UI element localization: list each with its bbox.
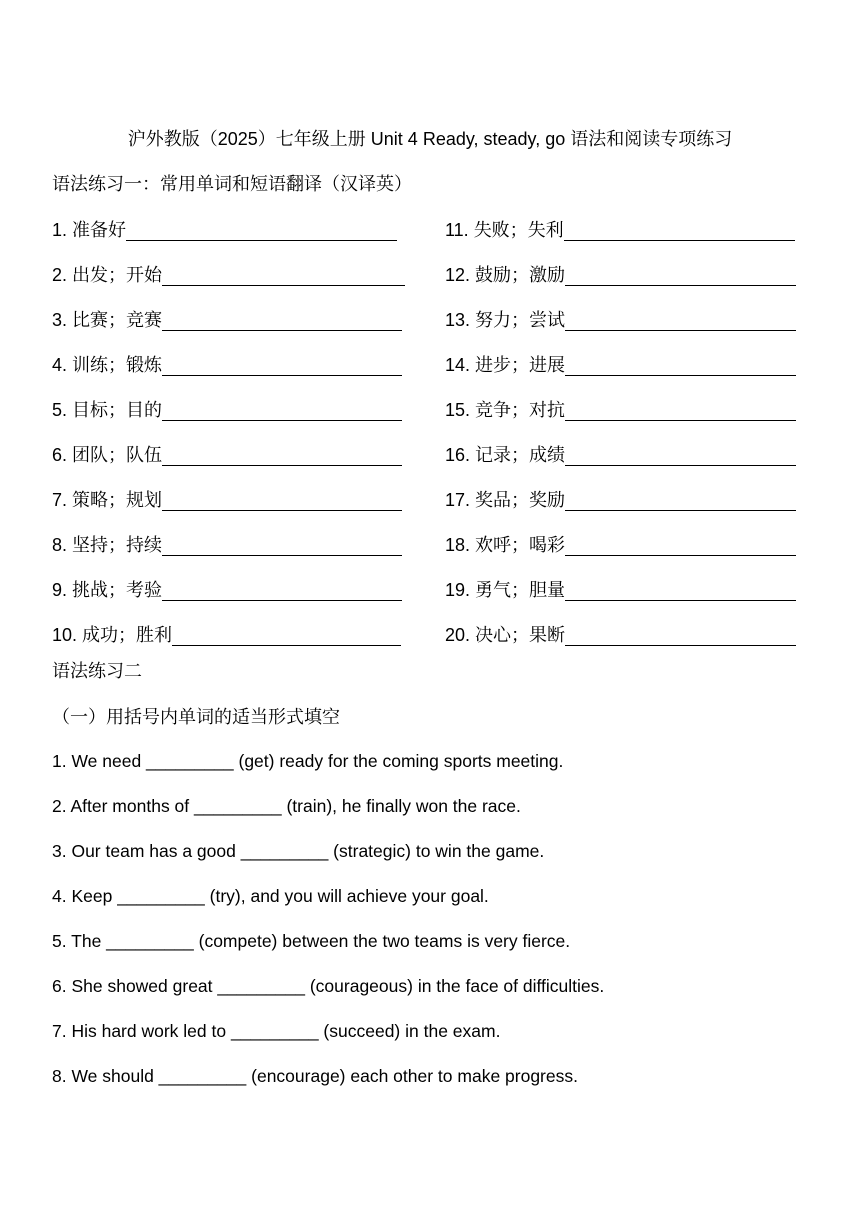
answer-blank[interactable] <box>162 531 402 556</box>
answer-blank[interactable] <box>126 216 397 241</box>
vocab-prompt: 12. 鼓励；激励 <box>445 265 566 285</box>
vocab-item <box>52 619 401 651</box>
vocab-item <box>445 214 795 246</box>
sentence-item: 3. Our team has a good _________ (strategic) to win the game. <box>52 841 545 861</box>
vocab-item <box>445 574 796 606</box>
vocab-prompt: 13. 努力；尝试 <box>445 310 566 330</box>
vocab-prompt: 10. 成功；胜利 <box>52 625 173 645</box>
answer-blank[interactable] <box>162 396 402 421</box>
vocab-prompt: 8. 坚持；持续 <box>52 535 163 555</box>
answer-blank[interactable] <box>565 351 796 376</box>
section-2-subheading: （一）用括号内单词的适当形式填空 <box>52 707 340 727</box>
vocab-item <box>52 484 402 516</box>
vocab-prompt: 1. 准备好 <box>52 220 127 240</box>
vocab-item <box>445 394 796 426</box>
vocab-item <box>52 304 402 336</box>
answer-blank[interactable] <box>162 351 402 376</box>
answer-blank[interactable] <box>162 576 402 601</box>
answer-blank[interactable] <box>172 621 401 646</box>
answer-blank[interactable] <box>162 261 405 286</box>
vocab-item <box>52 259 405 291</box>
section-2-heading: 语法练习二 <box>52 661 142 681</box>
vocab-prompt: 2. 出发；开始 <box>52 265 163 285</box>
answer-blank[interactable] <box>565 261 796 286</box>
vocab-item <box>52 529 402 561</box>
vocab-prompt: 16. 记录；成绩 <box>445 445 566 465</box>
answer-blank[interactable] <box>565 531 796 556</box>
vocab-prompt: 17. 奖品；奖励 <box>445 490 566 510</box>
answer-blank[interactable] <box>565 396 796 421</box>
vocab-prompt: 6. 团队；队伍 <box>52 445 163 465</box>
document-title: 沪外教版（2025）七年级上册 Unit 4 Ready, steady, go 语法和阅读专项练习 <box>127 129 733 149</box>
sentence-item: 2. After months of _________ (train), he finally won the race. <box>52 796 521 816</box>
sentence-item: 6. She showed great _________ (courageous) in the face of difficulties. <box>52 976 605 996</box>
answer-blank[interactable] <box>565 306 796 331</box>
vocab-prompt: 7. 策略；规划 <box>52 490 163 510</box>
vocab-prompt: 3. 比赛；竞赛 <box>52 310 163 330</box>
vocab-item <box>52 439 402 471</box>
sentence-item: 1. We need _________ (get) ready for the coming sports meeting. <box>52 751 564 771</box>
answer-blank[interactable] <box>565 621 796 646</box>
vocab-translation-list <box>52 214 822 664</box>
answer-blank[interactable] <box>162 486 402 511</box>
sentence-item: 7. His hard work led to _________ (succeed) in the exam. <box>52 1021 501 1041</box>
answer-blank[interactable] <box>162 441 402 466</box>
vocab-item <box>52 394 402 426</box>
vocab-prompt: 19. 勇气；胆量 <box>445 580 566 600</box>
vocab-item <box>445 304 796 336</box>
vocab-item <box>445 259 796 291</box>
vocab-item <box>52 349 402 381</box>
fill-in-sentences <box>52 745 832 1105</box>
answer-blank[interactable] <box>162 306 402 331</box>
sentence-item: 5. The _________ (compete) between the two teams is very fierce. <box>52 931 571 951</box>
vocab-item <box>445 484 796 516</box>
sentence-item: 4. Keep _________ (try), and you will achieve your goal. <box>52 886 489 906</box>
section-1-heading: 语法练习一：常用单词和短语翻译（汉译英） <box>52 174 412 194</box>
vocab-prompt: 20. 决心；果断 <box>445 625 566 645</box>
answer-blank[interactable] <box>565 441 796 466</box>
vocab-item <box>445 439 796 471</box>
answer-blank[interactable] <box>565 486 796 511</box>
vocab-item <box>445 529 796 561</box>
vocab-prompt: 11. 失败；失利 <box>445 220 564 240</box>
sentence-item: 8. We should _________ (encourage) each other to make progress. <box>52 1066 578 1086</box>
vocab-item <box>445 619 796 651</box>
vocab-item <box>445 349 796 381</box>
vocab-prompt: 4. 训练；锻炼 <box>52 355 163 375</box>
vocab-prompt: 18. 欢呼；喝彩 <box>445 535 566 555</box>
vocab-prompt: 14. 进步；进展 <box>445 355 566 375</box>
vocab-item <box>52 214 397 246</box>
answer-blank[interactable] <box>565 576 796 601</box>
vocab-prompt: 9. 挑战；考验 <box>52 580 163 600</box>
vocab-prompt: 15. 竞争；对抗 <box>445 400 566 420</box>
answer-blank[interactable] <box>564 216 795 241</box>
vocab-prompt: 5. 目标；目的 <box>52 400 163 420</box>
vocab-item <box>52 574 402 606</box>
